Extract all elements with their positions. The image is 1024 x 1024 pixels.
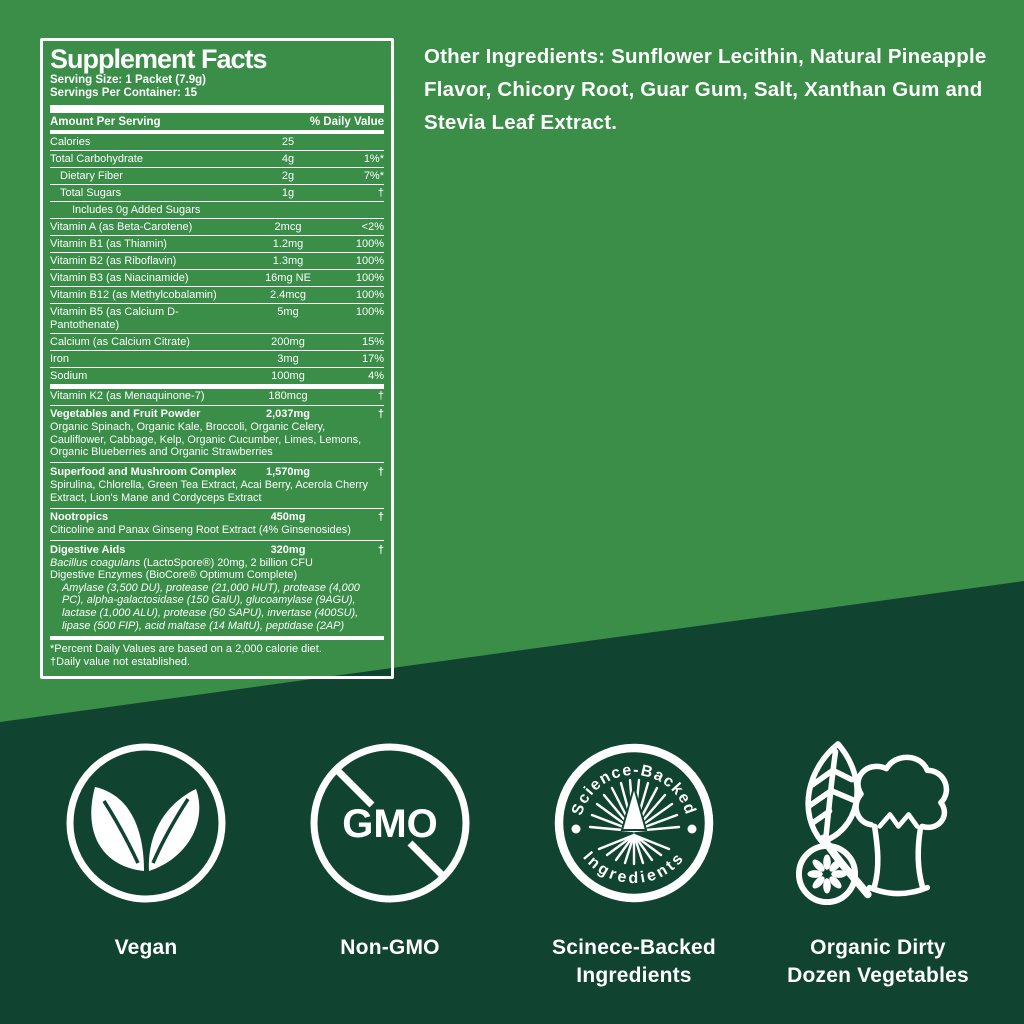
blend-dv: † [377,511,384,524]
fact-dv: 17% [361,352,384,365]
fact-name: Iron [50,352,69,365]
badge-dirty-dozen [762,738,994,991]
blend-name: Superfood and Mushroom Complex [50,465,237,478]
fact-dv: 4% [368,369,384,382]
blend-ingredients: Organic Spinach, Organic Kale, Broccoli, Organic Celery, Cauliflower, Cabbage, Kelp, Organic Cucumber, Limes, Lemons, Organic Blueberries and Organic Strawberries [50,421,362,459]
amount-per-serving-header: Amount Per Serving [50,116,161,129]
blend-amount: 450mg [270,511,306,524]
blend-amount: 320mg [270,543,306,556]
vegetables-icon [793,738,963,908]
fact-dv: 7%* [363,169,384,182]
fact-row [50,236,384,253]
blend-ingredients: Spirulina, Chlorella, Green Tea Extract, Acai Berry, Acerola Cherry Extract, Lion's Mane and Cordyceps Extract [50,478,368,504]
badge-vegan [30,738,262,991]
fact-name: Vitamin B12 (as Methylcobalamin) [50,288,217,301]
blend-section [50,463,384,508]
fact-amount: 1.2mg [272,237,304,250]
fact-row [50,287,384,304]
badge-non-gmo [274,738,506,991]
servings-per-container: Servings Per Container: 15 [50,87,197,100]
fact-name: Vitamin B3 (as Niacinamide) [50,271,189,284]
badge-label-non-gmo: Non-GMO [340,936,440,959]
fact-name: Total Carbohydrate [50,152,143,165]
blend-ingredients: Citicoline and Panax Ginseng Root Extract (4% Ginsenosides) [50,524,351,537]
fact-amount: 5mg [277,305,299,318]
fact-dv: 100% [355,305,384,318]
footnote-daily-values: *Percent Daily Values are based on a 2,000 calorie diet. [50,643,322,656]
blend-dv: † [377,543,384,556]
probiotic-name: Bacillus coagulans [50,556,141,569]
fact-row [50,134,384,151]
fact-amount: 3mg [277,352,299,365]
blend-section [50,509,384,542]
fact-row [50,368,384,384]
fact-amount: 100mg [271,369,305,382]
badge-label-vegan: Vegan [114,936,178,959]
blend-amount: 2,037mg [265,408,311,421]
fact-name: Calories [50,135,91,148]
badge-label-line1: Organic Dirty [810,936,946,959]
fact-name: Vitamin B2 (as Riboflavin) [50,254,177,267]
fact-dv: 100% [355,271,384,284]
vegan-leaf-icon [61,738,231,908]
fact-row [50,168,384,185]
blend-section [50,541,384,636]
fact-row [50,270,384,287]
blend-amount: 1,570mg [265,465,311,478]
peak-triangle [622,787,646,830]
fact-name: Calcium (as Calcium Citrate) [50,335,190,348]
daily-value-header: % Daily Value [309,116,384,129]
fact-row [50,185,384,202]
fact-amount: 25 [281,135,295,148]
non-gmo-icon [305,738,475,908]
fact-amount: 2mcg [274,220,302,233]
fact-dv: † [377,390,384,403]
fact-row [50,219,384,236]
enzymes-list: Amylase (3,500 DU), protease (21,000 HUT), protease (4,000 PC), alpha-galactosidase (150 GalU), glucoamylase (9AGU), lactase (1,000 ALU), protease (50 SAPU), invertase (400SU), lipase (500 FIP), acid maltase (14 MaltU), peptidase (2AP) [62,581,360,632]
fact-dv: † [377,186,384,199]
blend-ingredients [50,557,384,570]
fact-row [50,334,384,351]
other-ingredients-text: Other Ingredients: Sunflower Lecithin, Natural Pineapple Flavor, Chicory Root, Guar Gum, Salt, Xanthan Gum and Stevia Leaf Extract. [424,45,987,135]
fact-amount: 180mcg [268,390,308,403]
badge-label-line2: Ingredients [576,964,692,988]
blend-name: Nootropics [50,511,109,524]
fact-dv: 100% [355,254,384,267]
seal-arc-bottom-text: Ingredients [579,848,689,888]
fact-amount: 1.3mg [272,254,304,267]
gmo-circle-text: GMO [342,802,438,846]
badge-label-line2: Dozen Vegetables [787,964,969,988]
blend-name: Digestive Aids [50,543,126,556]
supplement-facts-panel [40,38,394,679]
probiotic-detail: (LactoSpore®) 20mg, 2 billion CFU [140,556,313,569]
fact-name: Vitamin B1 (as Thiamin) [50,237,167,250]
science-backed-seal-icon [549,738,719,908]
blend-section [50,406,384,464]
fact-row [50,304,384,334]
fact-name: Vitamin K2 (as Menaquinone-7) [50,390,205,403]
fact-row [50,202,384,219]
fact-amount: 4g [281,152,295,165]
fact-amount: 200mg [271,335,305,348]
badge-label-science-backed [552,934,716,991]
seal-arc-top-text: Science-Backed [568,761,700,818]
fact-dv: 1%* [363,152,384,165]
fact-dv: 100% [355,288,384,301]
fact-amount: 1g [281,186,295,199]
badge-label-dirty-dozen [787,934,969,991]
badge-science-backed [518,738,750,991]
fact-dv: 100% [355,237,384,250]
cucumber-seeds [807,854,846,893]
fact-name: Sodium [50,369,88,382]
blend-dv: † [377,465,384,478]
fact-row [50,253,384,270]
fact-name: Dietary Fiber [60,169,123,182]
fact-name: Vitamin B5 (as Calcium D-Pantothenate) [50,305,179,331]
fact-row [50,151,384,168]
blend-dv: † [377,408,384,421]
fact-dv: 15% [361,335,384,348]
fact-amount: 2g [281,169,295,182]
blend-name: Vegetables and Fruit Powder [50,408,201,421]
fact-row [50,389,384,406]
badge-label-line1: Scinece-Backed [552,936,716,959]
divider-thick [50,105,384,113]
fact-row [50,351,384,368]
fact-name: Vitamin A (as Beta-Carotene) [50,220,193,233]
footnotes [50,640,384,669]
facts-header-row [50,113,384,130]
fact-amount: 16mg NE [265,271,311,284]
enzymes-title: Digestive Enzymes (BioCore® Optimum Complete) [50,569,298,582]
badge-row [0,738,1024,991]
fact-dv: <2% [361,220,384,233]
footnote-dagger: †Daily value not established. [50,656,191,669]
fact-name: Total Sugars [60,186,122,199]
fact-name: Includes 0g Added Sugars [72,203,201,216]
serving-size: Serving Size: 1 Packet (7.9g) [50,73,206,86]
fact-amount: 2.4mcg [269,288,307,301]
supplement-facts-title: Supplement Facts [50,44,267,74]
